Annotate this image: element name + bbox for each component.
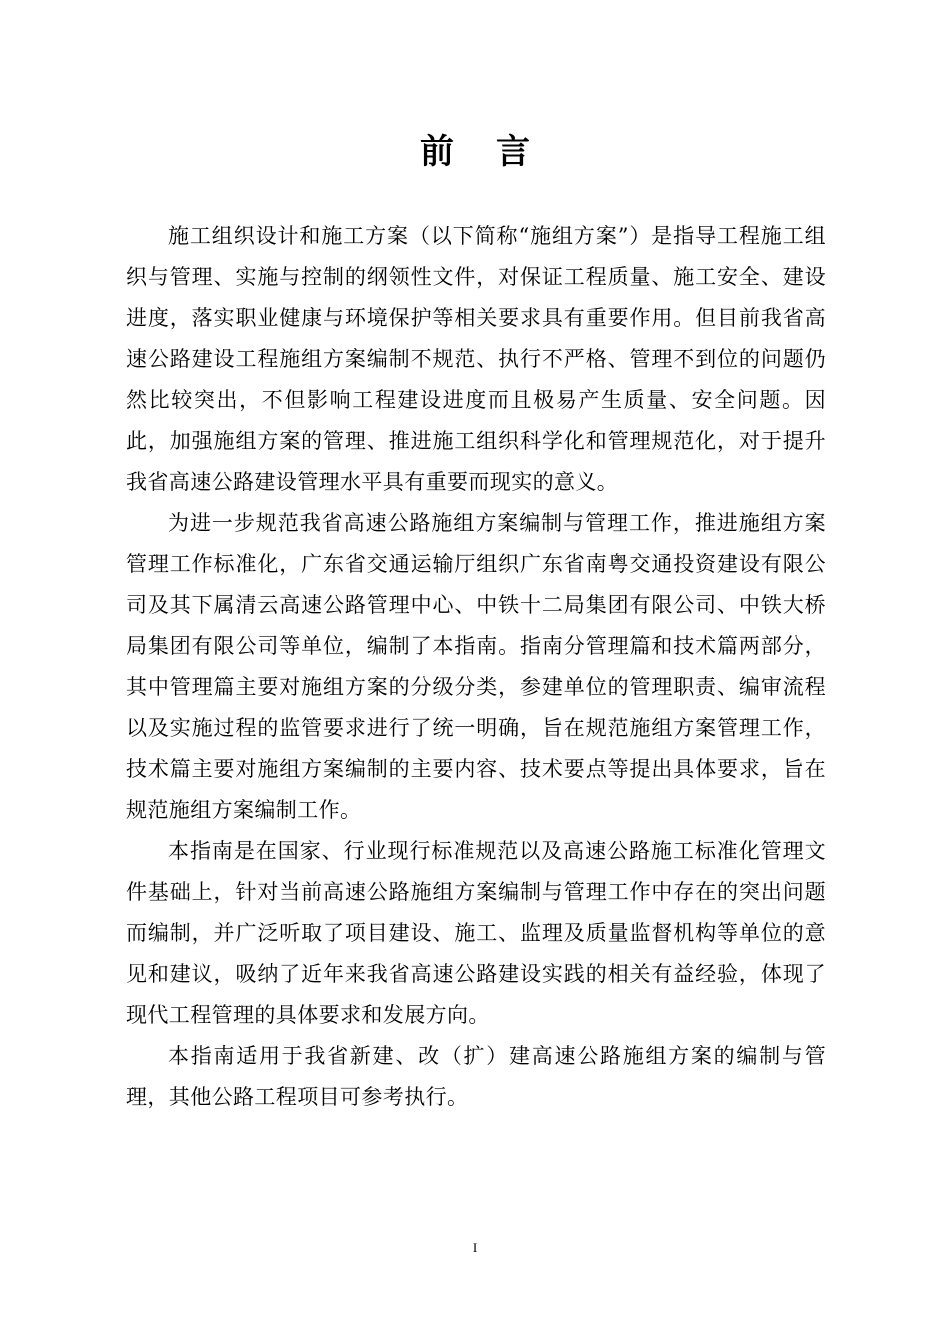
page-title-char-2: 言 xyxy=(496,132,530,172)
paragraph-4: 本指南适用于我省新建、改（扩）建高速公路施组方案的编制与管理，其他公路工程项目可参考执行。 xyxy=(126,1044,826,1109)
page-title xyxy=(0,128,950,176)
paragraph-3: 本指南是在国家、行业现行标准规范以及高速公路施工标准化管理文件基础上，针对当前高速公路施组方案编制与管理工作中存在的突出问题而编制，并广泛听取了项目建设、施工、监理及质量监督机构等单位的意见和建议，吸纳了近年来我省高速公路建设实践的相关有益经验，体现了现代工程管理的具体要求和发展方向。 xyxy=(126,839,826,1027)
preface-body xyxy=(126,216,826,1118)
paragraph-2: 为进一步规范我省高速公路施组方案编制与管理工作，推进施组方案管理工作标准化，广东省交通运输厅组织广东省南粤交通投资建设有限公司及其下属清云高速公路管理中心、中铁十二局集团有限公司、中铁大桥局集团有限公司等单位，编制了本指南。指南分管理篇和技术篇两部分，其中管理篇主要对施组方案的分级分类，参建单位的管理职责、编审流程以及实施过程的监管要求进行了统一明确，旨在规范施组方案管理工作，技术篇主要对施组方案编制的主要内容、技术要点等提出具体要求，旨在规范施组方案编制工作。 xyxy=(126,511,826,822)
paragraph-1: 施工组织设计和施工方案（以下简称“施组方案”）是指导工程施工组织与管理、实施与控制的纲领性文件，对保证工程质量、施工安全、建设进度，落实职业健康与环境保护等相关要求具有重要作用。但目前我省高速公路建设工程施组方案编制不规范、执行不严格、管理不到位的问题仍然比较突出，不但影响工程建设进度而且极易产生质量、安全问题。因此，加强施组方案的管理、推进施工组织科学化和管理规范化，对于提升我省高速公路建设管理水平具有重要而现实的意义。 xyxy=(126,224,826,494)
page-title-char-1: 前 xyxy=(420,132,454,172)
page-number: I xyxy=(472,1240,478,1255)
